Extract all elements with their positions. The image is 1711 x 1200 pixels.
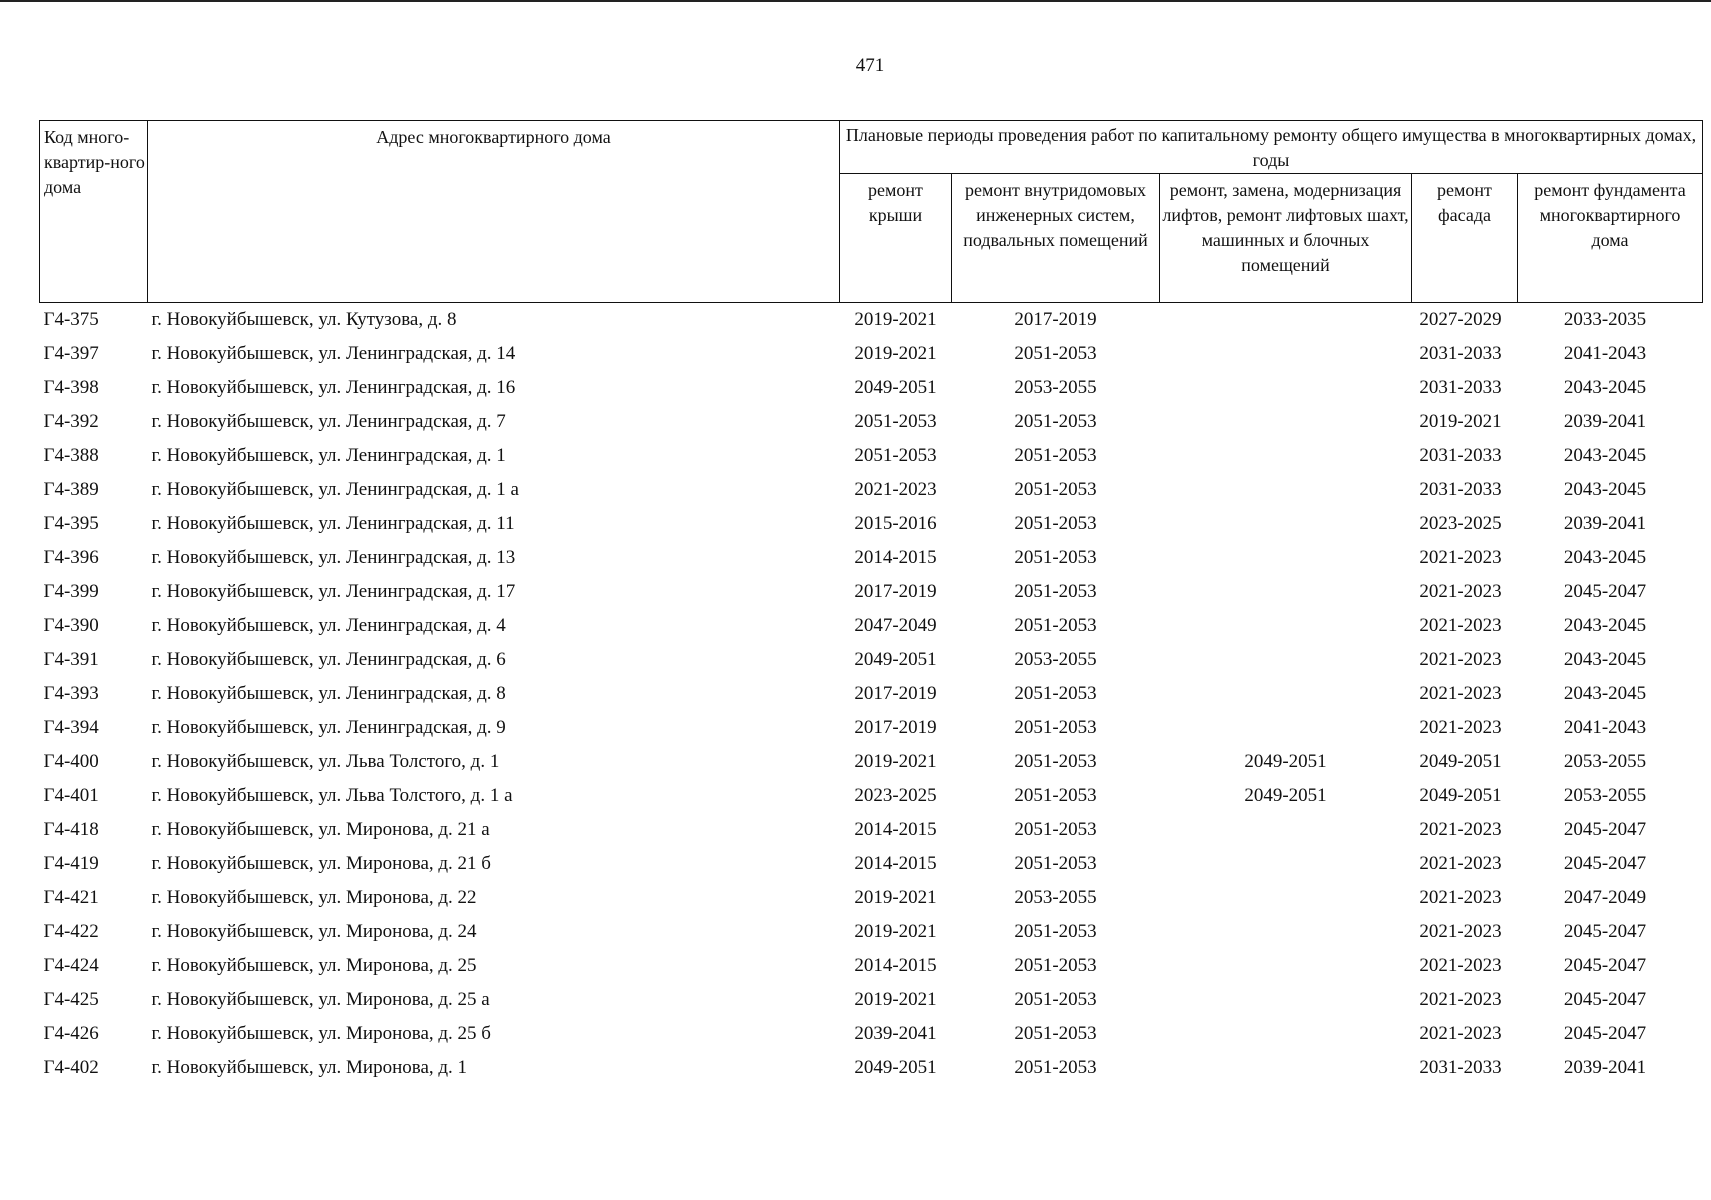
cell-address: г. Новокуйбышевск, ул. Миронова, д. 21 а <box>151 819 490 840</box>
cell-address: г. Новокуйбышевск, ул. Ленинградская, д. 11 <box>151 513 515 534</box>
cell-code: Г4-398 <box>43 377 99 398</box>
cell-address: г. Новокуйбышевск, ул. Миронова, д. 24 <box>151 921 477 942</box>
cell-foundation: 2053-2055 <box>1563 785 1647 806</box>
table-row <box>40 575 1703 609</box>
cell-address: г. Новокуйбышевск, ул. Миронова, д. 22 <box>151 887 477 908</box>
table-row <box>40 915 1703 949</box>
table-row <box>40 507 1703 541</box>
cell-address: г. Новокуйбышевск, ул. Ленинградская, д. 16 <box>151 377 516 398</box>
cell-address: г. Новокуйбышевск, ул. Ленинградская, д. 17 <box>151 581 516 602</box>
cell-roof: 2014-2015 <box>854 955 937 976</box>
cell-foundation: 2045-2047 <box>1563 853 1647 874</box>
cell-roof: 2051-2053 <box>854 445 937 466</box>
cell-facade: 2021-2023 <box>1419 649 1502 670</box>
cell-facade: 2021-2023 <box>1419 989 1502 1010</box>
cell-facade: 2021-2023 <box>1419 717 1502 738</box>
cell-engineering: 2051-2053 <box>1014 513 1097 534</box>
cell-address: г. Новокуйбышевск, ул. Миронова, д. 25 а <box>151 989 490 1010</box>
cell-engineering: 2053-2055 <box>1014 377 1097 398</box>
cell-engineering: 2051-2053 <box>1014 411 1097 432</box>
cell-roof: 2017-2019 <box>854 581 937 602</box>
cell-address: г. Новокуйбышевск, ул. Ленинградская, д. 4 <box>151 615 506 636</box>
cell-code: Г4-418 <box>43 819 99 840</box>
cell-lifts <box>1160 881 1412 915</box>
cell-roof: 2051-2053 <box>854 411 937 432</box>
header-lifts: ремонт, замена, модернизация лифтов, ремонт лифтовых шахт, машинных и блочных помещений <box>1160 174 1412 303</box>
cell-lifts <box>1160 677 1412 711</box>
cell-facade: 2027-2029 <box>1419 309 1502 330</box>
cell-foundation: 2045-2047 <box>1563 581 1647 602</box>
cell-lifts <box>1160 609 1412 643</box>
cell-engineering: 2051-2053 <box>1014 785 1097 806</box>
cell-address: г. Новокуйбышевск, ул. Миронова, д. 1 <box>151 1057 468 1078</box>
cell-roof: 2019-2021 <box>854 887 937 908</box>
cell-foundation: 2039-2041 <box>1563 411 1647 432</box>
cell-address: г. Новокуйбышевск, ул. Ленинградская, д. 7 <box>151 411 506 432</box>
cell-foundation: 2043-2045 <box>1563 377 1647 398</box>
cell-foundation: 2045-2047 <box>1563 921 1647 942</box>
cell-facade: 2031-2033 <box>1419 445 1502 466</box>
cell-engineering: 2051-2053 <box>1014 683 1097 704</box>
cell-code: Г4-395 <box>43 513 99 534</box>
cell-foundation: 2053-2055 <box>1563 751 1647 772</box>
cell-foundation: 2039-2041 <box>1563 1057 1647 1078</box>
header-address: Адрес многоквартирного дома <box>148 121 840 303</box>
cell-address: г. Новокуйбышевск, ул. Миронова, д. 25 <box>151 955 477 976</box>
cell-roof: 2014-2015 <box>854 819 937 840</box>
cell-engineering: 2051-2053 <box>1014 615 1097 636</box>
table-row <box>40 303 1703 338</box>
cell-roof: 2049-2051 <box>854 649 937 670</box>
cell-code: Г4-424 <box>43 955 99 976</box>
page-number: 471 <box>855 55 885 76</box>
cell-roof: 2019-2021 <box>854 309 937 330</box>
cell-facade: 2049-2051 <box>1419 785 1502 806</box>
cell-engineering: 2051-2053 <box>1014 955 1097 976</box>
cell-engineering: 2051-2053 <box>1014 479 1097 500</box>
cell-address: г. Новокуйбышевск, ул. Ленинградская, д. 1 <box>151 445 506 466</box>
cell-foundation: 2033-2035 <box>1563 309 1647 330</box>
cell-facade: 2021-2023 <box>1419 1023 1502 1044</box>
table-row <box>40 439 1703 473</box>
table-body <box>40 303 1703 1086</box>
cell-facade: 2021-2023 <box>1419 921 1502 942</box>
cell-code: Г4-426 <box>43 1023 99 1044</box>
cell-foundation: 2041-2043 <box>1563 343 1647 364</box>
cell-address: г. Новокуйбышевск, ул. Ленинградская, д. 14 <box>151 343 516 364</box>
top-scan-border <box>0 0 1711 2</box>
cell-lifts <box>1160 405 1412 439</box>
cell-address: г. Новокуйбышевск, ул. Льва Толстого, д. 1 а <box>151 785 513 806</box>
cell-foundation: 2039-2041 <box>1563 513 1647 534</box>
cell-facade: 2031-2033 <box>1419 377 1502 398</box>
cell-facade: 2021-2023 <box>1419 615 1502 636</box>
cell-foundation: 2043-2045 <box>1563 683 1647 704</box>
cell-code: Г4-375 <box>43 309 99 330</box>
cell-facade: 2021-2023 <box>1419 819 1502 840</box>
cell-code: Г4-396 <box>43 547 99 568</box>
cell-roof: 2014-2015 <box>854 547 937 568</box>
cell-foundation: 2041-2043 <box>1563 717 1647 738</box>
header-roof: ремонт крыши <box>840 174 952 303</box>
table-row <box>40 1017 1703 1051</box>
table-row <box>40 371 1703 405</box>
cell-code: Г4-392 <box>43 411 99 432</box>
cell-foundation: 2043-2045 <box>1563 479 1647 500</box>
cell-lifts <box>1160 337 1412 371</box>
cell-lifts: 2049-2051 <box>1244 751 1327 772</box>
cell-code: Г4-419 <box>43 853 99 874</box>
cell-facade: 2019-2021 <box>1419 411 1502 432</box>
cell-lifts <box>1160 507 1412 541</box>
cell-lifts <box>1160 303 1412 338</box>
cell-address: г. Новокуйбышевск, ул. Ленинградская, д. 13 <box>151 547 516 568</box>
cell-facade: 2031-2033 <box>1419 1057 1502 1078</box>
cell-facade: 2021-2023 <box>1419 887 1502 908</box>
cell-code: Г4-394 <box>43 717 99 738</box>
cell-lifts <box>1160 983 1412 1017</box>
cell-roof: 2017-2019 <box>854 717 937 738</box>
table-row <box>40 847 1703 881</box>
cell-facade: 2023-2025 <box>1419 513 1502 534</box>
cell-lifts <box>1160 813 1412 847</box>
cell-foundation: 2043-2045 <box>1563 445 1647 466</box>
cell-lifts <box>1160 575 1412 609</box>
cell-engineering: 2051-2053 <box>1014 751 1097 772</box>
table-row <box>40 677 1703 711</box>
cell-lifts <box>1160 439 1412 473</box>
table-header <box>40 121 1703 303</box>
table-row <box>40 609 1703 643</box>
table-row <box>40 881 1703 915</box>
repair-schedule-table <box>39 120 1703 1085</box>
cell-engineering: 2051-2053 <box>1014 1057 1097 1078</box>
cell-address: г. Новокуйбышевск, ул. Миронова, д. 21 б <box>151 853 491 874</box>
cell-address: г. Новокуйбышевск, ул. Кутузова, д. 8 <box>151 309 457 330</box>
cell-roof: 2019-2021 <box>854 343 937 364</box>
cell-code: Г4-401 <box>43 785 99 806</box>
cell-facade: 2049-2051 <box>1419 751 1502 772</box>
cell-facade: 2031-2033 <box>1419 479 1502 500</box>
cell-facade: 2021-2023 <box>1419 683 1502 704</box>
cell-lifts <box>1160 371 1412 405</box>
cell-engineering: 2051-2053 <box>1014 1023 1097 1044</box>
header-code: Код много-квартир-ного дома <box>40 121 148 303</box>
cell-facade: 2031-2033 <box>1419 343 1502 364</box>
cell-engineering: 2053-2055 <box>1014 649 1097 670</box>
cell-engineering: 2051-2053 <box>1014 717 1097 738</box>
repair-schedule-table-container <box>39 120 1703 1085</box>
cell-roof: 2019-2021 <box>854 921 937 942</box>
cell-facade: 2021-2023 <box>1419 853 1502 874</box>
cell-roof: 2017-2019 <box>854 683 937 704</box>
table-row <box>40 779 1703 813</box>
table-row <box>40 983 1703 1017</box>
cell-foundation: 2045-2047 <box>1563 819 1647 840</box>
cell-engineering: 2051-2053 <box>1014 819 1097 840</box>
table-row <box>40 745 1703 779</box>
cell-lifts <box>1160 473 1412 507</box>
header-facade: ремонт фасада <box>1412 174 1518 303</box>
header-periods: Плановые периоды проведения работ по капитальному ремонту общего имущества в многоквартирных домах, годы <box>840 121 1703 174</box>
cell-foundation: 2043-2045 <box>1563 649 1647 670</box>
cell-code: Г4-393 <box>43 683 99 704</box>
cell-address: г. Новокуйбышевск, ул. Миронова, д. 25 б <box>151 1023 491 1044</box>
cell-code: Г4-389 <box>43 479 99 500</box>
cell-lifts <box>1160 915 1412 949</box>
cell-address: г. Новокуйбышевск, ул. Ленинградская, д. 6 <box>151 649 506 670</box>
cell-lifts: 2049-2051 <box>1244 785 1327 806</box>
cell-roof: 2047-2049 <box>854 615 937 636</box>
cell-lifts <box>1160 1017 1412 1051</box>
cell-roof: 2015-2016 <box>854 513 937 534</box>
cell-roof: 2019-2021 <box>854 989 937 1010</box>
cell-code: Г4-397 <box>43 343 99 364</box>
cell-foundation: 2043-2045 <box>1563 615 1647 636</box>
cell-engineering: 2051-2053 <box>1014 853 1097 874</box>
cell-foundation: 2045-2047 <box>1563 955 1647 976</box>
cell-lifts <box>1160 643 1412 677</box>
cell-code: Г4-400 <box>43 751 99 772</box>
cell-engineering: 2017-2019 <box>1014 309 1097 330</box>
table-row <box>40 1051 1703 1085</box>
cell-address: г. Новокуйбышевск, ул. Ленинградская, д. 1 а <box>151 479 519 500</box>
cell-roof: 2014-2015 <box>854 853 937 874</box>
header-engineering: ремонт внутридомовых инженерных систем, подвальных помещений <box>952 174 1160 303</box>
cell-facade: 2021-2023 <box>1419 547 1502 568</box>
cell-code: Г4-425 <box>43 989 99 1010</box>
table-row <box>40 711 1703 745</box>
cell-foundation: 2043-2045 <box>1563 547 1647 568</box>
table-row <box>40 541 1703 575</box>
cell-code: Г4-421 <box>43 887 99 908</box>
cell-engineering: 2053-2055 <box>1014 887 1097 908</box>
cell-lifts <box>1160 1051 1412 1085</box>
cell-engineering: 2051-2053 <box>1014 343 1097 364</box>
cell-lifts <box>1160 847 1412 881</box>
cell-address: г. Новокуйбышевск, ул. Ленинградская, д. 9 <box>151 717 506 738</box>
table-row <box>40 473 1703 507</box>
cell-foundation: 2045-2047 <box>1563 989 1647 1010</box>
cell-code: Г4-422 <box>43 921 99 942</box>
cell-code: Г4-391 <box>43 649 99 670</box>
cell-foundation: 2047-2049 <box>1563 887 1647 908</box>
table-row <box>40 337 1703 371</box>
cell-roof: 2049-2051 <box>854 1057 937 1078</box>
cell-roof: 2049-2051 <box>854 377 937 398</box>
cell-engineering: 2051-2053 <box>1014 547 1097 568</box>
cell-roof: 2021-2023 <box>854 479 937 500</box>
cell-engineering: 2051-2053 <box>1014 581 1097 602</box>
cell-engineering: 2051-2053 <box>1014 445 1097 466</box>
cell-foundation: 2045-2047 <box>1563 1023 1647 1044</box>
cell-code: Г4-402 <box>43 1057 99 1078</box>
cell-engineering: 2051-2053 <box>1014 921 1097 942</box>
cell-roof: 2023-2025 <box>854 785 937 806</box>
cell-lifts <box>1160 541 1412 575</box>
header-foundation: ремонт фундамента многоквартирного дома <box>1518 174 1703 303</box>
cell-roof: 2039-2041 <box>854 1023 937 1044</box>
cell-facade: 2021-2023 <box>1419 955 1502 976</box>
table-row <box>40 643 1703 677</box>
cell-lifts <box>1160 711 1412 745</box>
table-row <box>40 405 1703 439</box>
cell-code: Г4-399 <box>43 581 99 602</box>
cell-address: г. Новокуйбышевск, ул. Льва Толстого, д. 1 <box>151 751 500 772</box>
table-row <box>40 813 1703 847</box>
cell-lifts <box>1160 949 1412 983</box>
table-row <box>40 949 1703 983</box>
cell-facade: 2021-2023 <box>1419 581 1502 602</box>
cell-code: Г4-390 <box>43 615 99 636</box>
cell-address: г. Новокуйбышевск, ул. Ленинградская, д. 8 <box>151 683 506 704</box>
cell-engineering: 2051-2053 <box>1014 989 1097 1010</box>
cell-code: Г4-388 <box>43 445 99 466</box>
cell-roof: 2019-2021 <box>854 751 937 772</box>
